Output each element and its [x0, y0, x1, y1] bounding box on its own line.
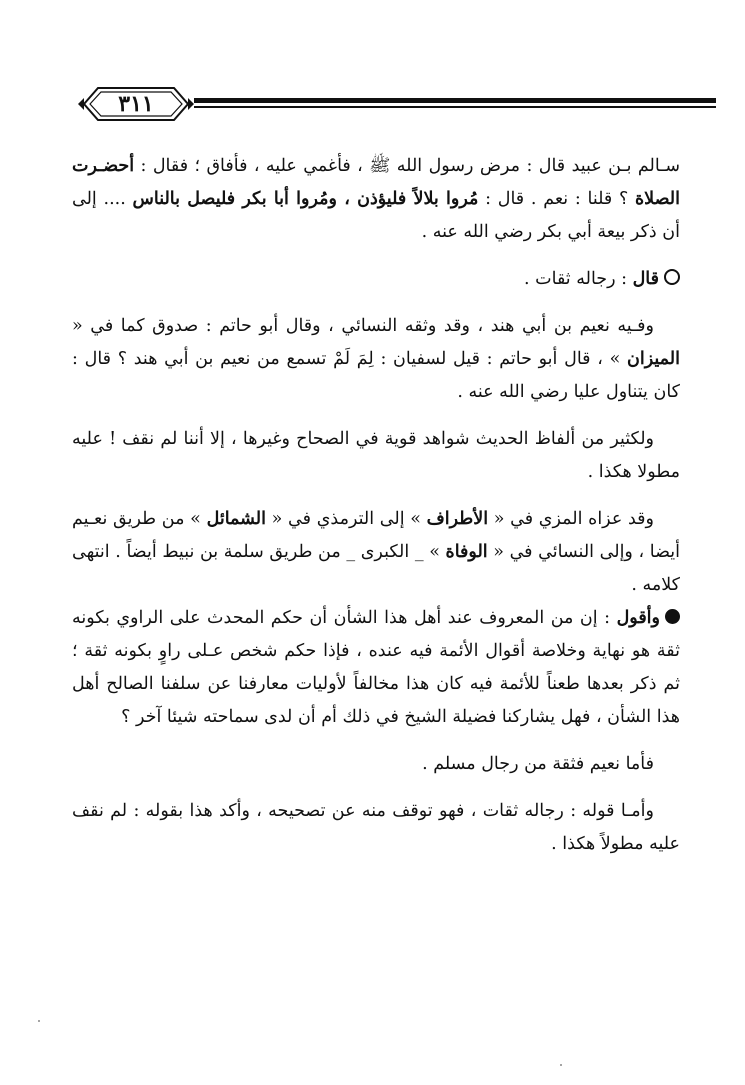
paragraph-takhrij: وقد عزاه المزي في « الأطراف » إلى الترمذي في « الشمائل » من طريق نعـيم أيضا ، وإلى النسائي في « الوفاة » _ الكبرى _ من طريق سلمة بن نبيط أيضاً . انتهى كلامه .: [72, 509, 681, 595]
scan-speck: [38, 1020, 40, 1022]
header-rule-thick: [194, 98, 716, 103]
open-circle-icon: [664, 269, 680, 285]
paragraph-nuaym: فأما نعيم فثقة من رجال مسلم .: [422, 754, 654, 774]
header-rule-thin: [194, 106, 716, 108]
filled-circle-icon: [665, 609, 680, 624]
page-header: [76, 84, 716, 124]
paragraph-conclusion: وأمـا قوله : رجاله ثقات ، فهو توقف منه عن تصحيحه ، وأكد هذا بقوله : لم نقف عليه مطولاً هكذا .: [72, 801, 680, 854]
page-number: ٣١١: [118, 91, 154, 117]
paragraph-shawahid: ولكثير من ألفاظ الحديث شواهد قوية في الصحاح وغيرها ، إلا أننا لم نقف ! عليه مطولا هكذا .: [72, 429, 680, 482]
paragraph-qala: قال : رجاله ثقات .: [72, 263, 680, 296]
paragraph-narrator: وفـيه نعيم بن أبي هند ، وقد وثقه النسائي ، وقال أبو حاتم : صدوق كما في « الميزان » ، قال أبو حاتم : قيل لسفيان : لِمَ لَمْ تسمع من نعيم بن أبي هند ؟ قال : كان يتناول عليا رضي الله عنه .: [72, 316, 680, 402]
main-text: [72, 150, 680, 861]
paragraph-hadith: سـالم بـن عبيد قال : مرض رسول الله ﷺ ، فأغمي عليه ، فأفاق ؛ فقال : أحضـرت الصلاة ؟ قلنا : نعم . قال : مُروا بلالاً فليؤذن ، ومُروا أبا بكر فليصل بالناس .... إلى أن ذكر بيعة أبي بكر رضي الله عنه .: [72, 156, 680, 242]
page-number-ornament: [76, 84, 196, 124]
paragraph-commentary: وأقول : إن من المعروف عند أهل هذا الشأن أن حكم المحدث على الراوي بكونه ثقة هو نهاية وخلاصة أقوال الأئمة فيه عنده ، فإذا حكم شخص عـلى راوٍ بكونه ثقة ؛ ثم ذكر بعدها طعناً للأئمة فيه كان هذا مخالفاً لأوليات معارفنا عن سلفنا الصالح أهل هذا الشأن ، فهل يشاركنا فضيلة الشيخ في ذلك أم أن لدى سماحته شيئا آخر ؟: [72, 608, 680, 727]
scan-speck: [560, 1064, 562, 1066]
